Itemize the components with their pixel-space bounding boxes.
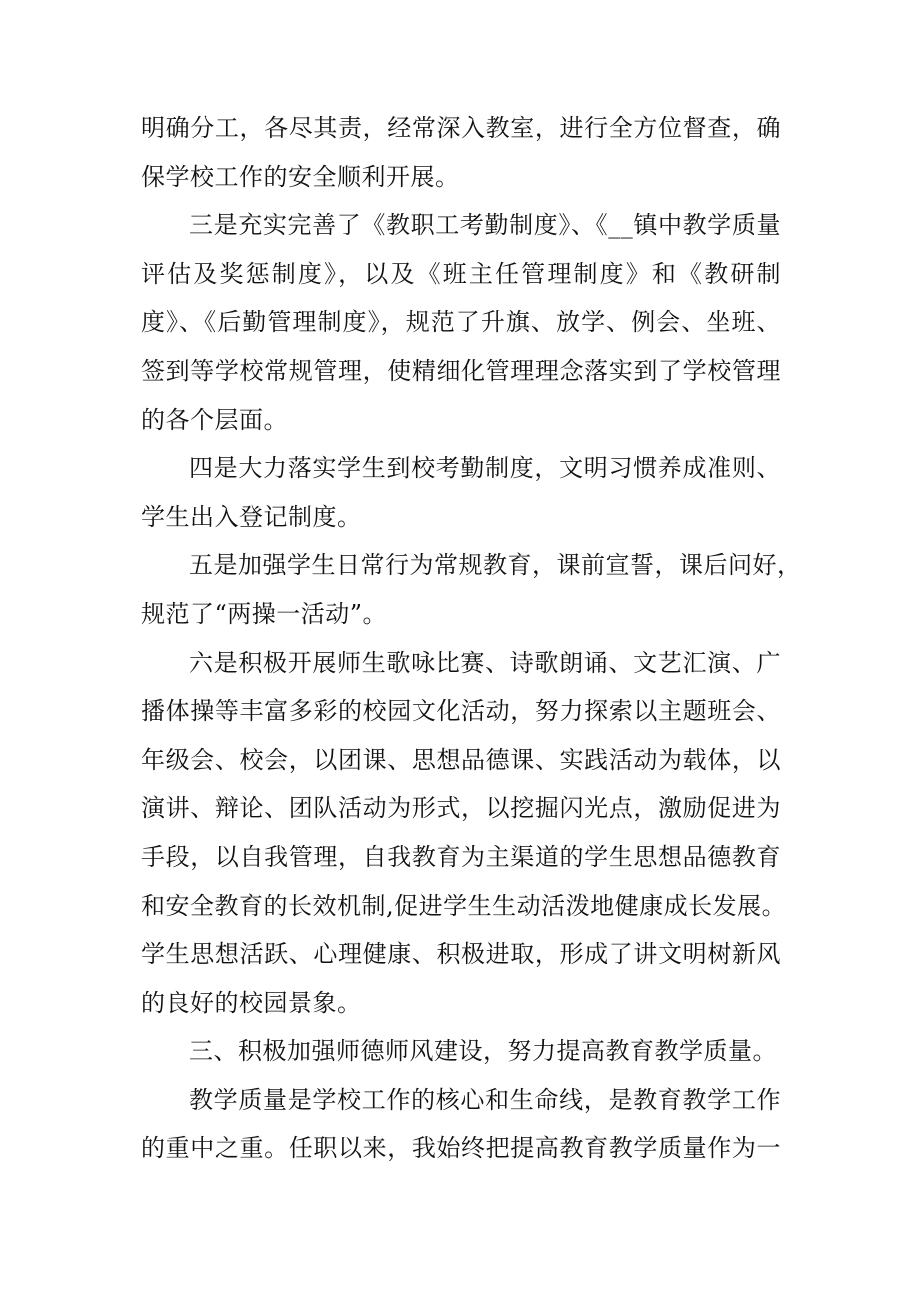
paragraph-start-line: 五是加强学生日常行为常规教育，课前宣誓，课后问好，	[189, 551, 802, 580]
paragraph-start-line: 四是大力落实学生到校考勤制度，文明习惯养成准则、	[189, 454, 781, 483]
text-line: 规范了“两操一活动”。	[141, 599, 388, 628]
text-line: 手段，以自我管理，自我教育为主渠道的学生思想品德教育	[141, 842, 781, 871]
text-line: 保学校工作的安全顺利开展。	[141, 162, 460, 191]
text-line: 学生出入登记制度。	[141, 502, 362, 531]
text-line: 度》、《后勤管理制度》，规范了升旗、放学、例会、坐班、	[141, 308, 781, 337]
text-line: 的良好的校园景象。	[141, 988, 362, 1017]
text-line: 的各个层面。	[141, 405, 288, 434]
paragraph-start-line: 六是积极开展师生歌咏比赛、诗歌朗诵、文艺汇演、广	[189, 648, 781, 677]
text-line: 明确分工，各尽其责，经常深入教室，进行全方位督查，确	[141, 114, 781, 142]
text-line: 学生思想活跃、心理健康、积极进取，形成了讲文明树新风	[141, 940, 781, 969]
text-line: 播体操等丰富多彩的校园文化活动，努力探索以主题班会、	[141, 697, 781, 726]
text-line: 和安全教育的长效机制,促进学生生动活泼地健康成长发展。	[141, 891, 787, 920]
text-line: 签到等学校常规管理，使精细化管理理念落实到了学校管理	[141, 356, 781, 385]
paragraph-start-line: 教学质量是学校工作的核心和生命线，是教育教学工作	[189, 1085, 781, 1114]
text-line: 的重中之重。任职以来，我始终把提高教育教学质量作为一	[141, 1134, 781, 1163]
section-heading-line: 三、积极加强师德师风建设，努力提高教育教学质量。	[189, 1037, 777, 1066]
text-line: 年级会、校会，以团课、思想品德课、实践活动为载体，以	[141, 745, 781, 774]
text-line: 演讲、辩论、团队活动为形式，以挖掘闪光点，激励促进为	[141, 794, 781, 823]
paragraph-start-line: 三是充实完善了《教职工考勤制度》、《__镇中教学质量	[189, 211, 781, 240]
text-line: 评估及奖惩制度》，以及《班主任管理制度》和《教研制	[141, 259, 781, 288]
body-text	[141, 104, 802, 1173]
